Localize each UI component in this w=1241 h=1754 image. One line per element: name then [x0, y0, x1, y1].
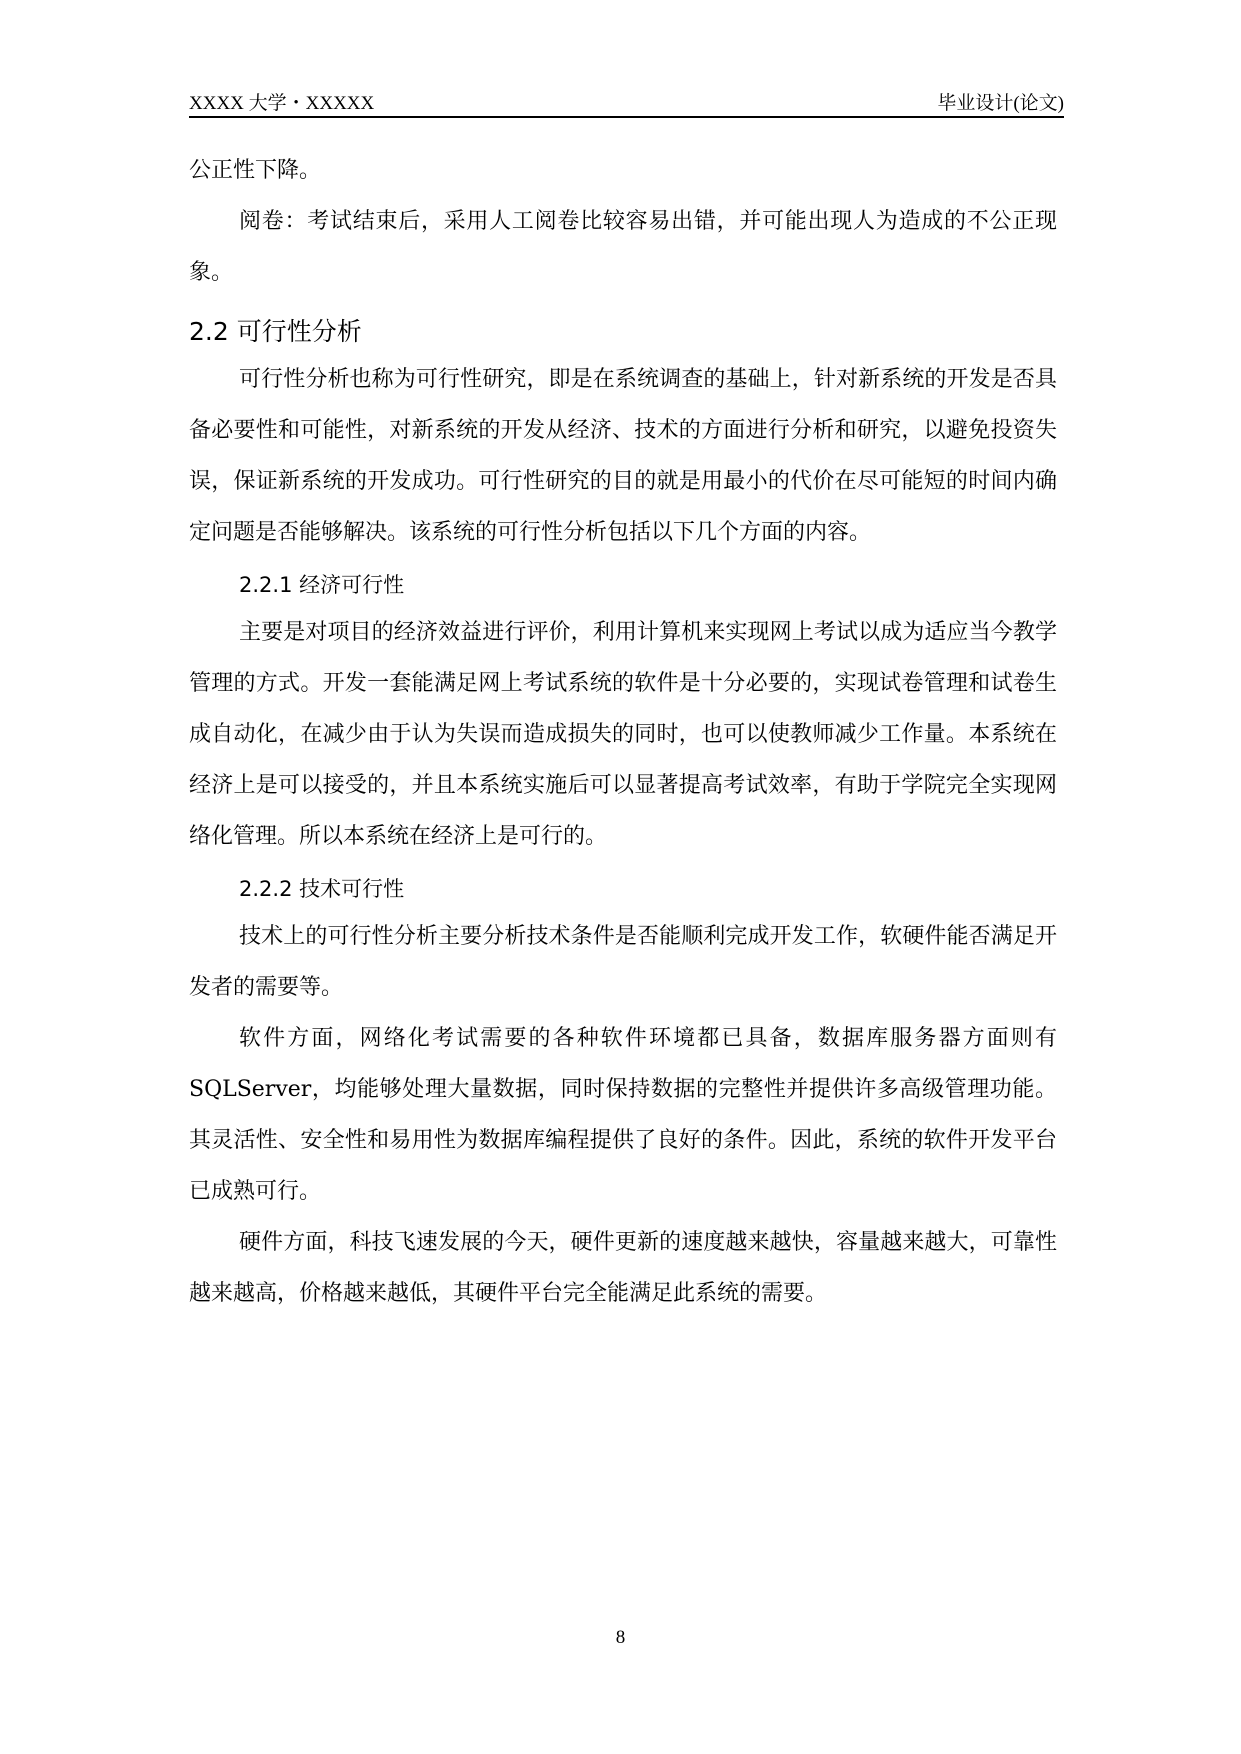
page-number: 8: [615, 1627, 626, 1648]
section-heading-2-2: 2.2 可行性分析: [189, 317, 362, 346]
paragraph: 硬件方面，科技飞速发展的今天，硬件更新的速度越来越快，容量越来越大，可靠性越来越高，价格越来越低，其硬件平台完全能满足此系统的需要。: [189, 1230, 1057, 1306]
paragraph: 软件方面，网络化考试需要的各种软件环境都已具备，数据库服务器方面则有 SQLServer，均能够处理大量数据，同时保持数据的完整性并提供许多高级管理功能。其灵活性、安全性和易用性为数据库编程提供了良好的条件。因此，系统的软件开发平台已成熟可行。: [189, 1026, 1057, 1204]
header-document-type: 毕业设计(论文): [937, 93, 1064, 114]
paragraph: 公正性下降。: [189, 158, 322, 183]
section-heading-2-2-2: 2.2.2 技术可行性: [239, 877, 405, 901]
paragraph: 技术上的可行性分析主要分析技术条件是否能顺利完成开发工作，软硬件能否满足开发者的需要等。: [189, 924, 1057, 1000]
section-heading-2-2-1: 2.2.1 经济可行性: [239, 573, 405, 597]
page-header: [189, 86, 1064, 118]
paragraph: 主要是对项目的经济效益进行评价，利用计算机来实现网上考试以成为适应当今教学管理的方式。开发一套能满足网上考试系统的软件是十分必要的，实现试卷管理和试卷生成自动化，在减少由于认为失误而造成损失的同时，也可以使教师减少工作量。本系统在经济上是可以接受的，并且本系统实施后可以显著提高考试效率，有助于学院完全实现网络化管理。所以本系统在经济上是可行的。: [189, 620, 1057, 849]
document-body: [189, 145, 1057, 1319]
paragraph: 阅卷：考试结束后，采用人工阅卷比较容易出错，并可能出现人为造成的不公正现象。: [189, 209, 1057, 285]
header-institution: XXXX 大学・XXXXX: [189, 93, 375, 114]
paragraph: 可行性分析也称为可行性研究，即是在系统调查的基础上，针对新系统的开发是否具备必要性和可能性，对新系统的开发从经济、技术的方面进行分析和研究，以避免投资失误，保证新系统的开发成功。可行性研究的目的就是用最小的代价在尽可能短的时间内确定问题是否能够解决。该系统的可行性分析包括以下几个方面的内容。: [189, 367, 1057, 545]
